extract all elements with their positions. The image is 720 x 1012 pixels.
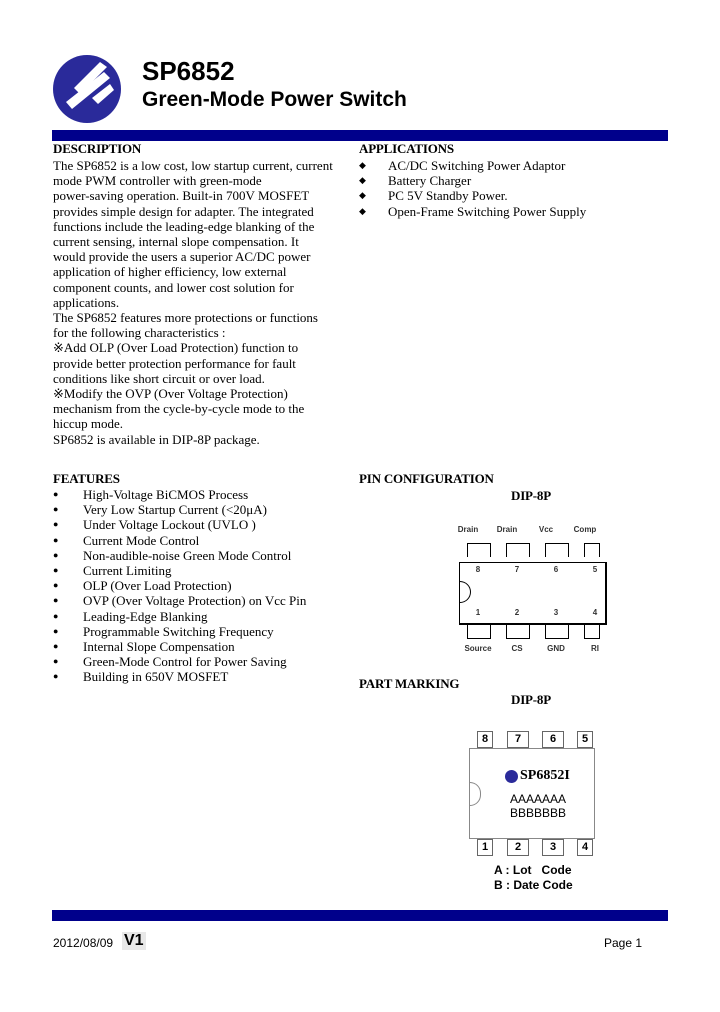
list-item [53,533,306,548]
description-line: current sensing, internal slope compensation. It [53,234,299,250]
page-title: Green-Mode Power Switch [142,88,407,111]
pin-number-top: 5 [592,565,598,574]
list-item [53,654,306,669]
pin-lead [506,625,530,639]
pin-label-bottom: CS [511,644,523,653]
pin-bottom: 1 [477,839,493,856]
bullet-icon: ● [53,580,59,591]
description-line: hiccup mode. [53,416,124,432]
pin-top: 8 [477,731,493,748]
list-item-text: OVP (Over Voltage Protection) on Vcc Pin [83,593,307,609]
list-item-text: Very Low Startup Current (<20μA) [83,502,267,518]
pin-lead [545,543,569,557]
marking-logo-icon [505,770,518,783]
list-item-text: OLP (Over Load Protection) [83,578,232,594]
list-item-text: Battery Charger [388,173,472,189]
bullet-icon: ● [53,656,59,667]
pin-lead [467,543,491,557]
applications-list [359,158,586,219]
header-divider [52,130,668,141]
bullet-icon: ● [53,549,59,560]
list-item [359,204,586,219]
description-line: mode PWM controller with green-mode [53,173,262,189]
pin-number-bottom: 4 [592,608,598,617]
list-item [53,609,306,624]
description-line: would provide the users a superior AC/DC power [53,249,311,265]
list-item [53,624,306,639]
bullet-icon: ● [53,489,59,499]
marking-lot-code: AAAAAAA [510,792,567,806]
list-item [359,173,586,188]
pin-lead [506,543,530,557]
pin-top: 5 [577,731,593,748]
pin-lead [584,543,600,557]
description-line: conditions like short circuit or over load. [53,370,265,386]
pin-config-heading: PIN CONFIGURATION [359,471,494,486]
list-item [53,487,306,502]
pin-label-top: Drain [457,525,479,534]
description-line: functions include the leading-edge blanking of the [53,218,315,234]
part-number: SP6852 [142,56,235,86]
list-item-text: High-Voltage BiCMOS Process [83,487,249,502]
bullet-icon: ● [53,610,59,621]
list-item [53,563,306,578]
marking-date-code: BBBBBBB [510,806,567,820]
description-line: ※Modify the OVP (Over Voltage Protection) [53,386,288,402]
pin-label-bottom: Source [464,644,492,653]
pin-label-top: Comp [573,525,597,534]
bullet-icon: ● [53,595,59,606]
bullet-icon: ● [53,641,59,652]
features-list [53,487,306,685]
pin-configuration-diagram [440,515,620,660]
description-text [53,158,333,447]
bullet-icon: ◆ [359,205,366,216]
list-item-text: PC 5V Standby Power. [388,188,508,204]
pin-config-package: DIP-8P [511,488,551,503]
pin-label-top: Vcc [538,525,554,534]
list-item-text: Current Limiting [83,563,172,579]
list-item-text: Under Voltage Lockout (UVLO ) [83,517,256,533]
bullet-icon: ● [53,519,59,530]
description-line: component counts, and lower cost solution for [53,279,294,295]
description-line: power-saving operation. Built-in 700V MOSFET [53,188,310,204]
list-item [359,158,586,173]
pin-lead [467,625,491,639]
description-line: for the following characteristics : [53,325,226,341]
pin-bottom: 3 [542,839,564,856]
pin-top: 6 [542,731,564,748]
pin-label-bottom: RI [591,644,599,653]
description-line: ※Add OLP (Over Load Protection) function to [53,340,299,356]
legend-lot-code: A : Lot Code [494,863,572,877]
pin-top: 7 [507,731,529,748]
bullet-icon: ● [53,534,59,545]
description-line: provide better protection performance for fault [53,355,296,371]
pin-number-bottom: 3 [553,608,559,617]
list-item-text: Open-Frame Switching Power Supply [388,203,587,219]
description-line: The SP6852 features more protections or functions [53,310,318,326]
footer-version: V1 [124,932,144,949]
list-item-text: Green-Mode Control for Power Saving [83,654,287,670]
pin-bottom: 4 [577,839,593,856]
pin-number-bottom: 2 [514,608,520,617]
list-item-text: AC/DC Switching Power Adaptor [388,158,566,173]
bullet-icon: ● [53,625,59,636]
description-heading: DESCRIPTION [53,141,142,156]
marking-part-number: SP6852I [520,768,570,783]
legend-date-code: B : Date Code [494,878,573,892]
bullet-icon: ◆ [359,190,366,201]
bullet-icon: ● [53,504,59,515]
description-line: The SP6852 is a low cost, low startup current, current [53,158,333,173]
footer-date: 2012/08/09 [53,936,114,950]
part-marking-diagram [450,725,610,895]
list-item-text: Leading-Edge Blanking [83,608,208,624]
pin-number-top: 8 [475,565,481,574]
list-item [53,578,306,593]
pin-number-top: 7 [514,565,520,574]
footer-divider [52,910,668,921]
bullet-icon: ◆ [359,175,366,186]
list-item [53,548,306,563]
pin-number-top: 6 [553,565,559,574]
list-item-text: Non-audible-noise Green Mode Control [83,547,292,563]
list-item [53,669,306,684]
applications-heading: APPLICATIONS [359,141,454,156]
list-item-text: Programmable Switching Frequency [83,623,274,639]
pin-label-bottom: GND [547,644,565,653]
description-line: provides simple design for adapter. The integrated [53,203,314,219]
description-line: mechanism from the cycle-by-cycle mode to the [53,401,305,417]
bullet-icon: ● [53,671,59,682]
list-item [53,517,306,532]
part-marking-package: DIP-8P [511,692,551,707]
part-marking-heading: PART MARKING [359,676,460,691]
pin-lead [584,625,600,639]
list-item-text: Current Mode Control [83,532,200,548]
pin-number-bottom: 1 [475,608,481,617]
pin-bottom: 2 [507,839,529,856]
features-heading: FEATURES [53,471,120,486]
description-line: application of higher efficiency, low external [53,264,287,280]
description-line: applications. [53,294,120,310]
page-number: Page 1 [604,936,643,950]
list-item [359,188,586,203]
pin-label-top: Drain [496,525,518,534]
list-item-text: Building in 650V MOSFET [83,669,229,685]
list-item [53,593,306,608]
company-logo [52,54,122,124]
list-item [53,639,306,654]
list-item [53,502,306,517]
list-item-text: Internal Slope Compensation [83,639,235,655]
description-line: SP6852 is available in DIP-8P package. [53,431,260,447]
bullet-icon: ◆ [359,160,366,170]
bullet-icon: ● [53,565,59,576]
pin-lead [545,625,569,639]
